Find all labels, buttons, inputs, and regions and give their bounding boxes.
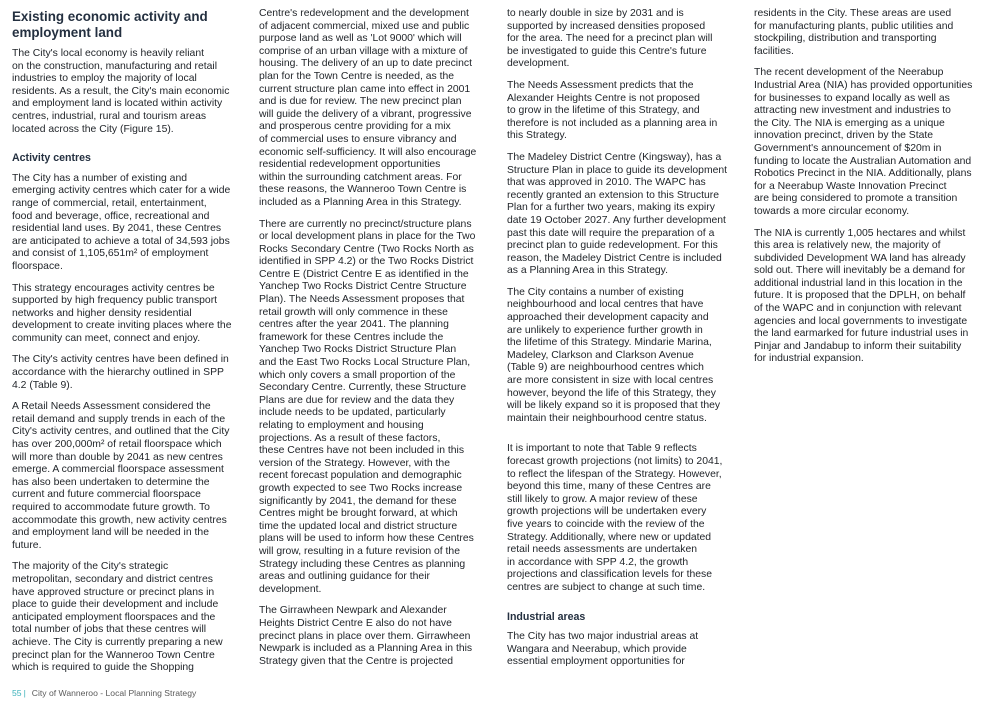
column-3 xyxy=(507,8,743,678)
paragraph: The Needs Assessment predicts that the Alexander Heights Centre is not proposed to grow in the lifetime of this Strategy, and therefore is not included as a planning area in this Strategy. xyxy=(507,79,718,142)
paragraph: residents in the City. These areas are used for manufacturing plants, public utilities and stockpiling, distribution and transporting facilities. xyxy=(754,8,954,57)
page-number: 55 xyxy=(12,688,22,698)
paragraph: The Girrawheen Newpark and Alexander Heights District Centre E also do not have precinct plans in place over them. Girrawheen Newpark is included as a Planning Area in this Strategy given that the Centre is projected xyxy=(259,605,473,667)
column-1 xyxy=(12,8,248,684)
paragraph: The City has a number of existing and emerging activity centres which cater for a wide range of commercial, retail, entertainment, food and beverage, office, recreational and residential land uses. By 2041, these Centres are anticipated to achieve a total of 34,593 jobs and consist of 1,105,651m² of employment floorspace. xyxy=(12,172,231,272)
section-title: Existing economic activity and employment land xyxy=(12,9,208,40)
column-2 xyxy=(259,8,495,677)
document-title: City of Wanneroo - Local Planning Strategy xyxy=(31,688,197,698)
footer-separator: | xyxy=(23,688,26,698)
paragraph: The NIA is currently 1,005 hectares and whilst this area is relatively new, the majority of subdivided Development WA land has already sold out. There will inevitably be a demand for additional industrial land in this location in the future. It is proposed that the DPLH, on behalf of the WAPC and in conjunction with relevant agencies and local governments to investigate the land earmarked for future industrial uses in Pinjar and Jandabup to inform their suitability for industrial expansion. xyxy=(754,227,969,365)
column-4 xyxy=(754,8,990,375)
intro-paragraph: The City's local economy is heavily reliant on the construction, manufacturing and retail industries to employ the majority of local residents. As a result, the City's main economic and employment land is located within activity centres, industrial, rural and tourism areas located across the City (Figure 15). xyxy=(12,48,230,135)
page-footer xyxy=(12,688,196,698)
paragraph: This strategy encourages activity centres be supported by high frequency public transport networks and higher density residential development to create inviting places where the community can meet, connect and enjoy. xyxy=(12,282,232,344)
paragraph: The City has two major industrial areas at Wangara and Neerabup, which provide essential employment opportunities for xyxy=(507,631,699,668)
paragraph: The majority of the City's strategic metropolitan, secondary and district centres have approved structure or precinct plans in place to guide their development and include anticipated employment floorspaces and the total number of jobs that these centres will achieve. The City is currently preparing a new precinct plan for the Wanneroo Town Centre which is required to guide the Shopping xyxy=(12,561,223,674)
paragraph: A Retail Needs Assessment considered the retail demand and supply trends in each of the City's activity centres, and outlined that the City has over 200,000m² of retail floorspace which will more than double by 2041 as new centres emerge. A commercial floorspace assessment has also been undertaken to determine the current and future commercial floorspace required to accommodate future growth. To accommodate this growth, new activity centres and employment land will be needed in the future. xyxy=(12,401,230,551)
paragraph: to nearly double in size by 2031 and is supported by increased densities proposed for the area. The need for a precinct plan will be investigated to guide this Centre's future development. xyxy=(507,8,713,70)
paragraph: It is important to note that Table 9 reflects forecast growth projections (not limits) to 2041, to reflect the lifespan of the Strategy. However, beyond this time, many of these Centres are still likely to grow. A major review of these growth projections will be undertaken every five years to coincide with the review of the Strategy. Additionally, where new or updated retail needs assessments are undertaken in accordance with SPP 4.2, the growth projections and classification levels for these centres are subject to change at such time. xyxy=(507,443,723,593)
activity-centres-heading: Activity centres xyxy=(12,152,91,165)
industrial-areas-heading: Industrial areas xyxy=(507,610,586,623)
paragraph: The City's activity centres have been defined in accordance with the hierarchy outlined in SPP 4.2 (Table 9). xyxy=(12,354,229,391)
paragraph: The City contains a number of existing neighbourhood and local centres that have approached their development capacity and are unlikely to experience further growth in the lifetime of this Strategy. Mindarie Marina, Madeley, Clarkson and Clarkson Avenue (Table 9) are neighbourhood centres which are more consistent in size with local centres however, beyond the life of this Strategy, they will be likely expand so it is proposed that they maintain their neighbourhood centre status. xyxy=(507,286,721,424)
paragraph: Centre's redevelopment and the development of adjacent commercial, mixed use and public purpose land as well as 'Lot 9000' which will comprise of an urban village with a mixture of housing. The delivery of an up to date precinct plan for the Town Centre is needed, as the current structure plan came into effect in 2001 and is due for review. The new precinct plan will guide the delivery of a vibrant, progressive and prosperous centre providing for a mix of commercial uses to ensure vibrancy and economic self-sufficiency. It will also encourage residential redevelopment opportunities within the surrounding catchment areas. For these reasons, the Wanneroo Town Centre is included as a Planning Area in this Strategy. xyxy=(259,8,477,208)
paragraph: The Madeley District Centre (Kingsway), has a Structure Plan in place to guide its development that was approved in 2010. The WAPC has recently granted an extension to this Structure Plan for a further two years, making its expiry date 19 October 2027. Any further development past this date will require the preparation of a precinct plan to guide redevelopment. For this reason, the Madeley District Centre is included as a Planning Area in this Strategy. xyxy=(507,151,728,277)
paragraph: The recent development of the Neerabup Industrial Area (NIA) has provided opportunities for businesses to expand locally as well as attracting new investment and industries to the City. The NIA is emerging as a unique innovation precinct, driven by the State Government's announcement of $20m in funding to locate the Australian Automation and Robotics Precinct in the NIA. Additionally, plans for a Neerabup Waste Innovation Precinct are being considered to promote a transition towards a more circular economy. xyxy=(754,67,973,217)
paragraph: There are currently no precinct/structure plans or local development plans in place for the Two Rocks Secondary Centre (Two Rocks North as identified in SPP 4.2) or the Two Rocks District Centre E (District Centre E as identified in the Yanchep Two Rocks District Centre Structure Plan). The Needs Assessment proposes that retail growth will only commence in these centres after the year 2041. The planning framework for these Centres include the Yanchep Two Rocks District Structure Plan and the East Two Rocks Local Structure Plan, which only covers a small proportion of the Secondary Centre. Currently, these Structure Plans are due for review and the data they include needs to be updated, particularly relating to employment and housing projections. As a result of these factors, these Centres have not been included in this version of the Strategy. However, with the recent forecast population and demographic growth expected to see Two Rocks increase significantly by 2041, the demand for these Centres might be brought forward, at which time the updated local and district structure plans will be used to inform how these Centres will grow, resulting in a future revision of the Strategy including these Centres as planning areas and outlining guidance for their development. xyxy=(259,218,476,595)
